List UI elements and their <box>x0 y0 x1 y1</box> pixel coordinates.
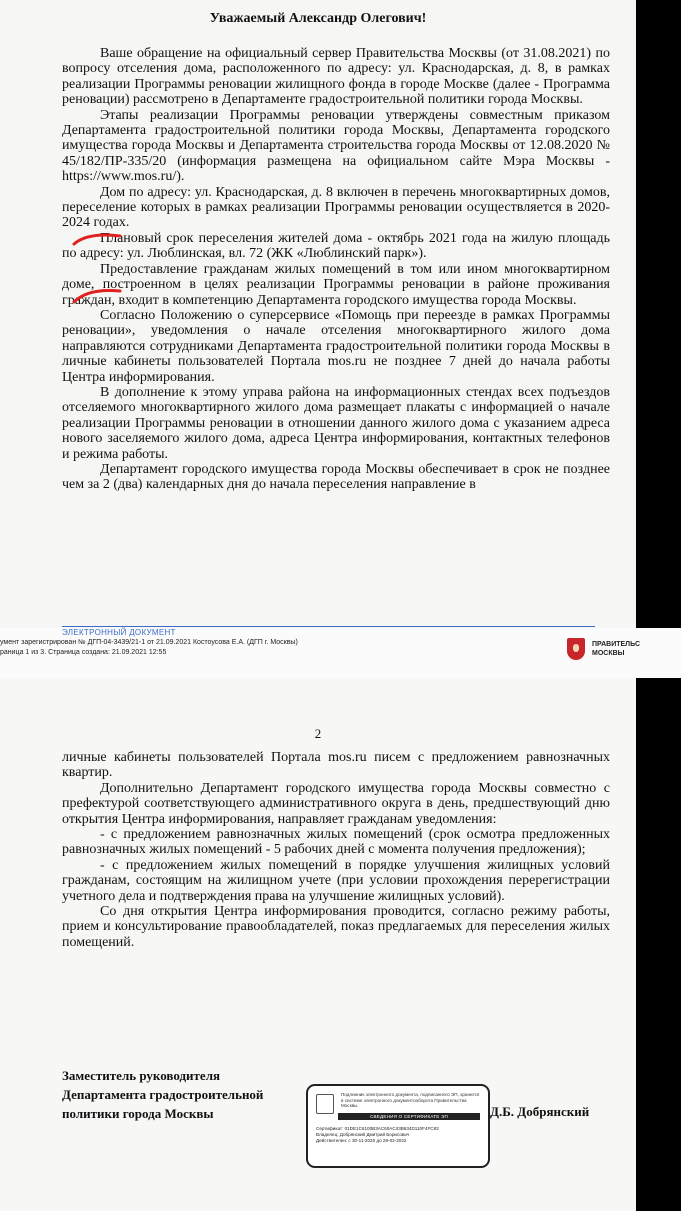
stamp-valid: Действителен: с 30-11-2020 до 28-02-2022 <box>316 1138 407 1143</box>
paragraph-house-inclusion: Дом по адресу: ул. Краснодарская, д. 8 включен в перечень многоквартирных домов, переселение которых в рамках реализации Программы реновации осуществляется в 2020-2024 годах. <box>62 184 610 231</box>
registration-info <box>0 638 298 658</box>
crest-rider-icon <box>573 644 579 652</box>
paragraph-improvement-offer: - с предложением жилых помещений в порядке улучшения жилищных условий гражданам, состоящим на жилищном учете (при условии прохождения перерегистрации учетного дела и подтверждения права на улучшение жилищных условий). <box>62 857 610 904</box>
paragraph-superservice: Согласно Положению о суперсервисе «Помощь при переезде в рамках Программы реновации», уведомления о начале отселения многоквартирного жилого дома направляются сотрудниками Департамента градостроительной политики города Москвы в личные кабинеты пользователей Портала mos.ru не позднее 7 дней до начала работы Центра информирования. <box>62 307 610 385</box>
digital-signature-stamp <box>306 1084 490 1168</box>
letter-page-2 <box>0 678 636 1211</box>
stamp-note: Подлинник электронного документа, подписанного ЭП, хранится в системе электронного документооборота Правительства Москвы <box>341 1092 480 1109</box>
paragraph-district-posters: В дополнение к этому управа района на информационных стендах всех подъездов отселяемого многоквартирного жилого дома размещает плакаты с информацией о начале реализации Программы реновации в отношении данного жилого дома с указанием адреса нового заселяемого жилого дома, адреса Центра информирования, контактных телефонов и режима работы. <box>62 384 610 462</box>
signer-title <box>62 1066 263 1123</box>
govt-line-1: ПРАВИТЕЛЬС <box>592 641 640 648</box>
government-logo-text <box>592 640 640 658</box>
paragraph-appeal: Ваше обращение на официальный сервер Правительства Москвы (от 31.08.2021) по вопросу отселения дома, расположенного по адресу: ул. Краснодарская, д. 8, в рамках реализации Программы реновации жилищного фонда в городе Москве (далее - Программа реновации) рассмотрено в Департаменте градостроительной политики города Москвы. <box>62 46 610 108</box>
signer-title-line-1: Заместитель руководителя <box>62 1068 221 1083</box>
stamp-emblem-icon <box>316 1094 334 1114</box>
paragraph-planned-date: Плановый срок переселения жителей дома - октябрь 2021 года на жилую площадь по адресу: ул. Люблинская, вл. 72 (ЖК «Люблинский парк»). <box>62 230 610 262</box>
letter-page-1 <box>0 0 636 628</box>
paragraph-center-opening: Со дня открытия Центра информирования проводится, согласно режиму работы, прием и консультирование правообладателей, показ предлагаемых для переселения жилых помещений. <box>62 904 610 950</box>
paragraph-equivalent-offer: - с предложением равнозначных жилых помещений (срок осмотра предложенных равнозначных жилых помещений - 5 рабочих дней с момента получения предложения); <box>62 827 610 858</box>
signer-title-line-3: политики города Москвы <box>62 1106 214 1121</box>
page-created-line: раница 1 из 3. Страница создана: 21.09.2021 12:55 <box>0 649 167 656</box>
letter-greeting: Уважаемый Александр Олегович! <box>209 11 427 26</box>
paragraph-additionally: Дополнительно Департамент городского имущества города Москвы совместно с префектурой соответствующего административного округа в день, предшествующий дню открытия Центра информирования, направляет гражданам уведомления: <box>62 780 610 827</box>
paragraph-dgi-provides: Департамент городского имущества города Москвы обеспечивает в срок не позднее чем за 2 (два) календарных дня до начала переселения направление в <box>62 461 610 493</box>
paragraph-continuation: личные кабинеты пользователей Портала mos.ru писем с предложением равнозначных квартир. <box>62 750 610 781</box>
registration-line: умент зарегистрирован № ДГП-04-3439/21-1 от 21.09.2021 Костоусова Е.А. (ДГП г. Москвы) <box>0 639 298 646</box>
govt-line-2: МОСКВЫ <box>592 650 625 657</box>
paragraph-program-stages: Этапы реализации Программы реновации утверждены совместным приказом Департамента градостроительной политики города Москвы, Департамента городского имущества города Москвы и Департамента строительства города Москвы от 12.08.2020 № 45/182/ПР-335/20 (информация размещена на официальном сайте Мэра Москвы - https://www.mos.ru/). <box>62 107 610 185</box>
letter-body-page-2 <box>62 750 610 950</box>
stamp-cert: Сертификат: 01DE1C6100B3AC60AC43B634D110F4FC83 <box>316 1126 439 1131</box>
signer-name: Д.Б. Добрянский <box>490 1104 590 1119</box>
signer-title-line-2: Департамента градостроительной <box>62 1087 264 1102</box>
edoc-label: ЭЛЕКТРОННЫЙ ДОКУМЕНТ <box>62 628 176 637</box>
page-number: 2 <box>314 726 322 741</box>
stamp-owner: Владелец: Добрянский Дмитрий Борисович <box>316 1132 410 1137</box>
stamp-header: СВЕДЕНИЯ О СЕРТИФИКАТЕ ЭП <box>338 1113 480 1120</box>
stamp-details <box>316 1126 439 1144</box>
letter-body-page-1 <box>62 46 610 493</box>
edoc-divider <box>62 626 595 627</box>
paragraph-housing-provision: Предоставление гражданам жилых помещений в том или ином многоквартирном доме, построенном в целях реализации Программы реновации в районе проживания граждан, входит в компетенцию Департамента городского имущества города Москвы. <box>62 261 610 308</box>
document-footer <box>0 628 681 678</box>
